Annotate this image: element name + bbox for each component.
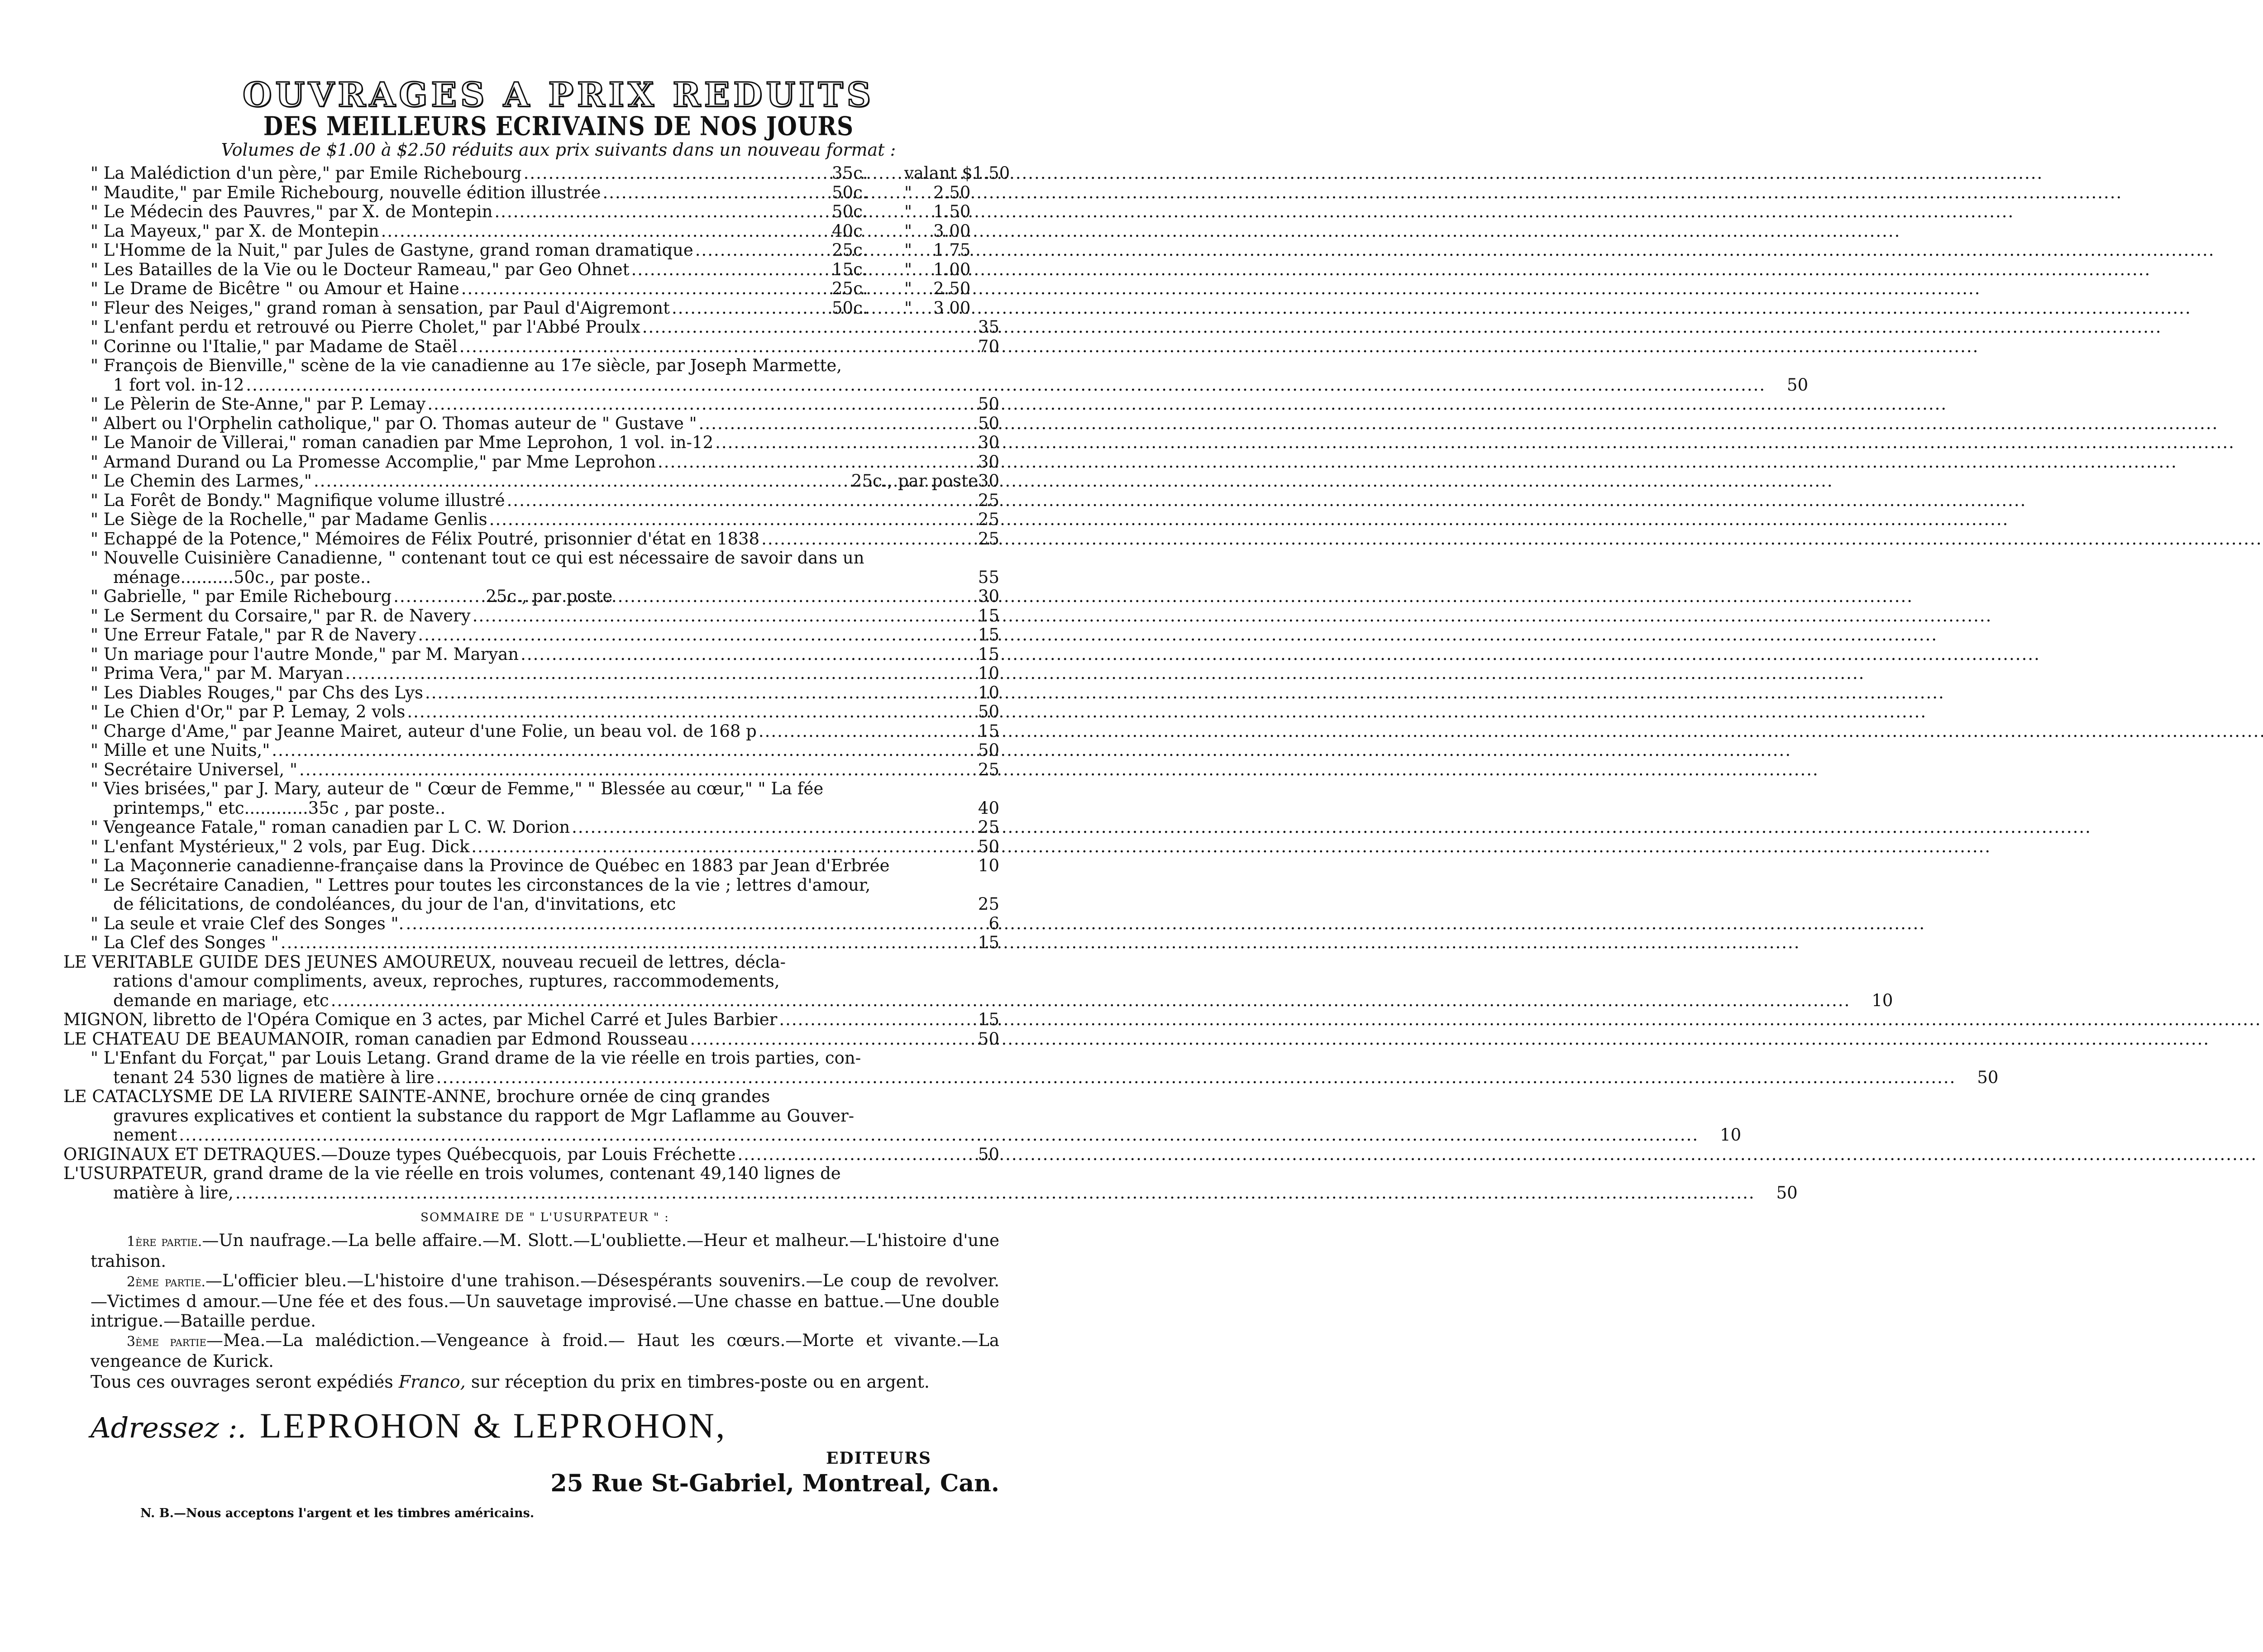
leader-dots: [436, 1068, 1956, 1088]
list-item: [91, 510, 999, 530]
item-title: " Gabrielle, " par Emile Richebourg: [91, 587, 392, 606]
page-subtitle: DES MEILLEURS ECRIVAINS DE NOS JOURS: [263, 110, 854, 142]
leader-dots: [471, 837, 976, 857]
item-title-continued: ménage..........50c., par poste..: [113, 567, 371, 587]
leader-dots: [603, 183, 830, 203]
item-title: " Nouvelle Cuisinière Canadienne, " contenant tout ce qui est nécessaire de savoir dans un: [91, 548, 864, 568]
part-text: —L'officier bleu.—L'histoire d'une trahison.—Désespérants souvenirs.—Le coup de revolver.—Victimes d amour.—Une fée et des fous.—Un sauvetage improvisé.—Une chasse en battue.—Une double intrigue.—Bataille perdue.: [91, 1271, 1000, 1331]
leader-dots: [690, 1030, 976, 1049]
summary-part-2: [91, 1271, 999, 1331]
book-list: [63, 163, 1999, 1203]
part-label: 3ème partie: [127, 1334, 206, 1350]
publisher-address: 25 Rue St-Gabriel, Montreal, Can.: [550, 1470, 999, 1497]
item-price: 25: [978, 510, 999, 529]
item-title-continued: demande en mariage, etc: [113, 990, 329, 1010]
leader-dots: [699, 414, 976, 434]
item-title: " La seule et vraie Clef des Songes ".: [91, 913, 404, 933]
list-item: [63, 1030, 999, 1049]
list-item: [91, 779, 999, 818]
leader-dots: [407, 702, 976, 722]
list-item: [91, 260, 999, 280]
list-item: [91, 530, 999, 549]
item-value: " 3.00: [904, 221, 971, 241]
item-price: 55: [978, 567, 999, 587]
item-price: 50c.: [832, 182, 868, 202]
item-price: 25: [978, 529, 999, 549]
leader-dots: [489, 510, 976, 530]
list-item: [91, 433, 999, 453]
item-title-continued: de félicitations, de condoléances, du jour de l'an, d'invitations, etc: [113, 894, 676, 914]
leader-dots: [461, 279, 830, 299]
list-item: [91, 491, 999, 511]
list-item: [91, 818, 999, 837]
leader-dots: [779, 1010, 976, 1030]
item-price: 50c.: [832, 298, 868, 318]
item-value: " 1.75: [904, 240, 971, 260]
item-title: " Les Batailles de la Vie ou le Docteur Rameau," par Geo Ohnet: [91, 259, 630, 279]
list-item: [91, 856, 999, 876]
item-title: " Vies brisées," par J. Mary, auteur de " Cœur de Femme," " Blessée au cœur," " La fée: [91, 779, 824, 798]
item-price: 50: [1776, 1183, 1798, 1203]
item-price: 15: [978, 933, 999, 952]
leader-dots: [331, 991, 1851, 1011]
item-price: 40c: [832, 221, 863, 241]
item-price: 25: [978, 759, 999, 779]
leader-dots: [715, 433, 976, 453]
item-title: " Le Manoir de Villerai," roman canadien par Mme Leprohon, 1 vol. in-12: [91, 433, 714, 452]
list-item: [63, 1145, 999, 1165]
page-title: OUVRAGES A PRIX REDUITS: [243, 76, 874, 115]
item-price: 15: [978, 606, 999, 625]
item-title: " L'Homme de la Nuit," par Jules de Gastyne, grand roman dramatique: [91, 240, 693, 260]
item-title: " Echappé de la Potence," Mémoires de Félix Poutré, prisonnier d'état en 1838: [91, 529, 760, 549]
leader-dots: [427, 395, 976, 414]
item-price: 15: [978, 1010, 999, 1029]
item-title: " Une Erreur Fatale," par R de Navery: [91, 625, 416, 645]
item-value: " 2.50: [904, 279, 971, 298]
item-title: " Maudite," par Emile Richebourg, nouvelle édition illustrée: [91, 182, 601, 202]
item-title: LE VERITABLE GUIDE DES JEUNES AMOUREUX, nouveau recueil de lettres, décla-: [63, 952, 786, 972]
part-label: 2ème partie.: [127, 1274, 206, 1290]
leader-dots: [631, 260, 830, 280]
leader-dots: [345, 664, 976, 683]
list-item: [91, 722, 999, 741]
item-title: " Fleur des Neiges," grand roman à sensation, par Paul d'Aigremont: [91, 298, 670, 318]
list-item: [91, 606, 999, 626]
item-postage-note: 25c., par poste: [851, 471, 978, 491]
list-item: [91, 549, 999, 587]
item-title: " Le Secrétaire Canadien, " Lettres pour toutes les circonstances de la vie ; lettres d'amour,: [91, 875, 871, 895]
item-price: 50: [978, 702, 999, 721]
publisher-role: EDITEURS: [826, 1449, 931, 1468]
item-value: " 2.50: [904, 182, 971, 202]
list-item: [91, 299, 999, 318]
list-item: [91, 587, 999, 606]
list-item: [91, 837, 999, 857]
item-title: L'USURPATEUR, grand drame de la vie réelle en trois volumes, contenant 49,140 lignes de: [63, 1164, 841, 1183]
leader-dots: [473, 606, 976, 626]
item-title: LE CHATEAU DE BEAUMANOIR, roman canadien par Edmond Rousseau: [63, 1029, 688, 1049]
item-value: " 3 00: [904, 298, 971, 318]
leader-dots: [272, 741, 976, 760]
leader-dots: [520, 645, 976, 664]
leader-dots: [524, 164, 830, 183]
item-title: " L'enfant perdu et retrouvé ou Pierre Cholet," par l'Abbé Proulx: [91, 317, 640, 337]
item-price: 50: [978, 1029, 999, 1049]
leader-dots: [695, 241, 830, 260]
list-item: [91, 683, 999, 703]
list-item: [91, 183, 999, 203]
item-price: 30: [978, 587, 999, 606]
item-title: " Le Serment du Corsaire," par R. de Navery: [91, 606, 471, 625]
item-price: 10: [978, 664, 999, 683]
list-item: [91, 702, 999, 722]
leader-dots: [759, 722, 976, 741]
list-item: [91, 933, 999, 953]
list-item: [91, 625, 999, 645]
item-price: 25: [978, 894, 999, 914]
footnote: N. B.—Nous acceptons l'argent et les timbres américains.: [140, 1506, 535, 1520]
item-title: " Secrétaire Universel, ": [91, 759, 298, 779]
item-price: 35: [978, 317, 999, 337]
item-price: 15: [978, 625, 999, 645]
leader-dots: [418, 625, 976, 645]
leader-dots: [393, 587, 484, 606]
leader-dots: [179, 1126, 1699, 1145]
part-label: 1ère partie.: [127, 1234, 202, 1250]
list-item: [91, 356, 1809, 395]
leader-dots: [658, 453, 976, 472]
item-price: 40: [978, 798, 999, 818]
leader-dots: [246, 376, 1766, 395]
list-item: [91, 760, 999, 780]
list-item: [63, 1087, 1742, 1145]
item-title-continued: printemps," etc............35c , par poste..: [113, 798, 446, 818]
item-title: " La Mayeux," par X. de Montepin: [91, 221, 379, 241]
list-item: [91, 876, 999, 914]
list-item: [91, 664, 999, 683]
item-title-continued: nement: [113, 1125, 177, 1145]
item-price: 50c.: [832, 202, 868, 221]
item-title: " Charge d'Ame," par Jeanne Mairet, auteur d'une Folie, un beau vol. de 168 p: [91, 721, 757, 741]
item-price: 50: [978, 1144, 999, 1164]
item-title: " L'Enfant du Forçat," par Louis Letang. Grand drame de la vie réelle en trois parties, con-: [91, 1048, 861, 1068]
item-title: " Armand Durand ou La Promesse Accomplie," par Mme Leprohon: [91, 452, 656, 472]
item-price: 15: [978, 721, 999, 741]
leader-dots: [737, 1145, 976, 1165]
item-title: " Albert ou l'Orphelin catholique," par O. Thomas auteur de " Gustave ": [91, 413, 697, 433]
item-title: " Le Siège de la Rochelle," par Madame Genlis: [91, 510, 487, 529]
item-price: 25c.: [832, 279, 868, 298]
item-title-continued: rations d'amour compliments, aveux, reproches, ruptures, raccommodements,: [113, 971, 780, 991]
address-label: Adressez :.: [91, 1411, 247, 1444]
item-title: " Prima Vera," par M. Maryan: [91, 664, 344, 683]
item-price: 30: [978, 471, 999, 491]
item-title: " Mille et une Nuits,": [91, 740, 270, 760]
item-value: valant $1.50: [904, 163, 1010, 183]
list-item: [91, 472, 999, 491]
intro-line: Volumes de $1.00 à $2.50 réduits aux prix suivants dans un nouveau format :: [221, 140, 896, 160]
publisher-name: LEPROHON & LEPROHON,: [260, 1406, 727, 1445]
summary-part-3: [91, 1331, 999, 1371]
shipping-note: Tous ces ouvrages seront expédiés Franco, sur réception du prix en timbres-poste ou en argent.: [91, 1372, 930, 1392]
list-item: [91, 1048, 1999, 1087]
item-price: 70: [978, 336, 999, 356]
item-price: 6: [988, 913, 999, 933]
list-item: [63, 1010, 999, 1030]
list-item: [91, 453, 999, 472]
item-title: " Vengeance Fatale," roman canadien par L C. W. Dorion: [91, 817, 570, 837]
leader-dots: [406, 914, 982, 934]
summary-heading: SOMMAIRE DE " L'USURPATEUR " :: [420, 1211, 669, 1224]
item-title-continued: gravures explicatives et contient la substance du rapport de Mgr Laflamme au Gouver-: [113, 1106, 855, 1126]
item-price: 25: [978, 817, 999, 837]
list-item: [91, 741, 999, 760]
leader-dots: [314, 472, 850, 491]
leader-dots: [507, 491, 976, 511]
list-item: [91, 222, 999, 241]
list-item: [91, 395, 999, 414]
item-value: " 1.50: [904, 202, 971, 221]
item-price: 10: [1720, 1125, 1742, 1145]
list-item: [91, 241, 999, 260]
list-item: [91, 414, 999, 434]
item-title: " Le Chemin des Larmes,": [91, 471, 312, 491]
item-title: ORIGINAUX ET DETRAQUES.—Douze types Québecquois, par Louis Fréchette: [63, 1144, 736, 1164]
item-title: " Le Drame de Bicêtre " ou Amour et Haine: [91, 279, 459, 298]
leader-dots: [672, 299, 830, 318]
leader-dots: [761, 530, 976, 549]
item-title: " François de Bienville," scène de la vie canadienne au 17e siècle, par Joseph Marmette,: [91, 356, 842, 375]
item-title-continued: tenant 24 530 lignes de matière à lire: [113, 1067, 434, 1087]
item-price: 50: [978, 394, 999, 414]
list-item: [91, 318, 999, 337]
item-price: 15: [978, 644, 999, 664]
leader-dots: [281, 933, 976, 953]
list-item: [91, 279, 999, 299]
item-price: 25c.: [832, 240, 868, 260]
item-price: 35c.: [832, 163, 868, 183]
list-item: [91, 163, 1010, 183]
item-price: 10: [978, 856, 999, 875]
item-price: 50: [978, 740, 999, 760]
list-item: [91, 337, 999, 357]
item-title: " Un mariage pour l'autre Monde," par M. Maryan: [91, 644, 519, 664]
item-title-continued: 1 fort vol. in-12: [113, 375, 244, 395]
item-price: 30: [978, 433, 999, 452]
list-item: [91, 914, 999, 934]
leader-dots: [425, 683, 976, 703]
leader-dots: [495, 202, 831, 222]
item-title: " L'enfant Mystérieux," 2 vols, par Eug. Dick: [91, 836, 470, 856]
item-title: " La Clef des Songes ": [91, 933, 279, 952]
leader-dots: [235, 1184, 1755, 1203]
item-price: 50: [1787, 375, 1809, 395]
item-title: " Corinne ou l'Italie," par Madame de Staël: [91, 336, 458, 356]
part-text: —Mea.—La malédiction.—Vengeance à froid.— Haut les cœurs.—Morte et vivante.—La vengeance de Kurick.: [91, 1331, 999, 1371]
list-item: [63, 952, 1893, 1011]
leader-dots: [642, 318, 976, 337]
list-item: [63, 1164, 1798, 1203]
item-title: " La Malédiction d'un père," par Emile Richebourg: [91, 163, 522, 183]
leader-dots: [299, 760, 976, 780]
item-title: " Le Pèlerin de Ste-Anne," par P. Lemay: [91, 394, 426, 414]
item-title: " Les Diables Rouges," par Chs des Lys: [91, 683, 424, 702]
item-price: 10: [978, 683, 999, 702]
item-price: 50: [978, 413, 999, 433]
item-price: 50: [1977, 1067, 1999, 1087]
item-title-continued: matière à lire,: [113, 1183, 234, 1203]
list-item: [91, 645, 999, 664]
item-title: MIGNON, libretto de l'Opéra Comique en 3 actes, par Michel Carré et Jules Barbier: [63, 1010, 778, 1029]
item-title: " La Forêt de Bondy." Magnifique volume illustré: [91, 490, 505, 510]
item-price: 30: [978, 452, 999, 472]
item-price: 25: [978, 490, 999, 510]
item-title: " La Maçonnerie canadienne-française dans la Province de Québec en 1883 par Jean d'Erbrée: [91, 856, 890, 875]
item-value: " 1.00: [904, 259, 971, 279]
item-price: 15c.: [832, 259, 868, 279]
item-price: 10: [1872, 990, 1893, 1010]
leader-dots: [572, 818, 976, 837]
address-block: [91, 1405, 999, 1446]
item-price: 50: [978, 836, 999, 856]
list-item: [91, 202, 999, 222]
item-title: " Le Chien d'Or," par P. Lemay, 2 vols: [91, 702, 406, 721]
summary-part-1: [91, 1231, 999, 1271]
item-title: " Le Médecin des Pauvres," par X. de Montepin: [91, 202, 493, 221]
part-text: —Un naufrage.—La belle affaire.—M. Slott.—L'oubliette.—Heur et malheur.—L'histoire d'une trahison.: [91, 1231, 999, 1271]
leader-dots: [459, 337, 976, 357]
item-postage-note: 25c., par poste: [486, 587, 613, 606]
leader-dots: [381, 222, 830, 241]
item-title: LE CATACLYSME DE LA RIVIERE SAINTE-ANNE, brochure ornée de cinq grandes: [63, 1087, 770, 1106]
